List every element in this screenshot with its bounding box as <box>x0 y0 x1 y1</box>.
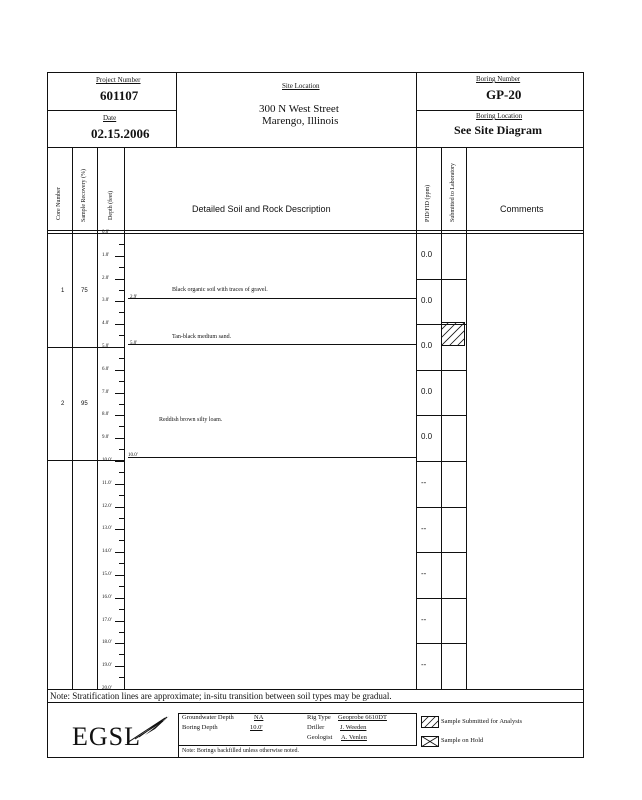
depth-label: 6.0' <box>102 367 110 372</box>
depth-tick <box>115 484 124 485</box>
pid-row-divider <box>416 461 466 462</box>
depth-label: 9.0' <box>102 435 110 440</box>
pid-value: -- <box>421 524 427 533</box>
depth-label: 10.0' <box>102 458 112 463</box>
depth-label: 4.0' <box>102 321 110 326</box>
pid-row-divider <box>416 415 466 416</box>
pid-value: 0.0 <box>421 387 433 396</box>
depth-label: 15.0' <box>102 572 112 577</box>
core-number-2: 2 <box>61 401 65 407</box>
stratum-line-3 <box>128 457 416 458</box>
boring-number: GP-20 <box>486 87 522 102</box>
geologist-value: A. Venlen <box>341 734 367 741</box>
depth-tick <box>115 415 124 416</box>
groundwater-label: Groundwater Depth <box>182 714 234 721</box>
legend-submitted-icon <box>421 716 439 728</box>
pid-row-divider <box>416 507 466 508</box>
depth-tick <box>115 529 124 530</box>
depth-tick <box>115 347 124 348</box>
depth-tick <box>115 256 124 257</box>
stratum-depth-2: 5.0' <box>130 341 138 346</box>
footer-logo-divider <box>178 713 179 758</box>
col-core-number: Core Number <box>56 187 62 220</box>
header-divider-left <box>176 72 177 147</box>
depth-half-tick <box>119 267 124 268</box>
pid-row-divider <box>416 370 466 371</box>
site-address-line2: Marengo, Illinois <box>262 115 339 127</box>
rig-type-value: Geoprobe 6610DT <box>338 714 387 721</box>
depth-tick <box>115 438 124 439</box>
depth-label: 2.0' <box>102 276 110 281</box>
footer-right-divider <box>416 713 417 746</box>
stratum-line-1 <box>128 298 416 299</box>
pid-value: -- <box>421 569 427 578</box>
pid-value: -- <box>421 478 427 487</box>
depth-tick <box>115 324 124 325</box>
depth-tick <box>115 598 124 599</box>
date-label: Date <box>103 114 117 122</box>
depth-half-tick <box>119 290 124 291</box>
note-bottom-line <box>47 702 584 703</box>
pid-value: -- <box>421 615 427 624</box>
core-number-1: 1 <box>61 288 65 294</box>
core-divider-1 <box>47 347 125 348</box>
depth-label: 5.0' <box>102 344 110 349</box>
pid-row-divider <box>416 643 466 644</box>
depth-label: 3.0' <box>102 298 110 303</box>
col-sep-recovery <box>97 147 98 689</box>
rig-type-label: Rig Type <box>307 714 331 721</box>
driller-label: Driller <box>307 724 325 731</box>
depth-label: 12.0' <box>102 504 112 509</box>
depth-half-tick <box>119 518 124 519</box>
boring-location: See Site Diagram <box>454 123 542 137</box>
core-recovery-2: 95 <box>81 401 88 407</box>
backfill-note: Note: Borings backfilled unless otherwise noted. <box>182 748 299 754</box>
depth-half-tick <box>119 540 124 541</box>
depth-half-tick <box>119 426 124 427</box>
depth-tick <box>115 233 124 234</box>
date-value: 02.15.2006 <box>91 126 150 141</box>
site-location-label: Site Location <box>282 82 320 90</box>
col-sep-pid <box>441 147 442 689</box>
boring-log-form <box>47 72 584 758</box>
egsl-logo: EGSL <box>72 722 141 751</box>
depth-half-tick <box>119 586 124 587</box>
legend-submitted-label: Sample Submitted for Analysis <box>441 718 523 725</box>
header-bottom-line <box>47 147 584 148</box>
depth-tick <box>115 370 124 371</box>
depth-label: 11.0' <box>102 481 112 486</box>
depth-tick <box>115 621 124 622</box>
depth-half-tick <box>119 381 124 382</box>
col-description: Detailed Soil and Rock Description <box>192 204 331 214</box>
depth-half-tick <box>119 404 124 405</box>
depth-tick <box>115 643 124 644</box>
stratum-depth-1: 2.9' <box>130 295 138 300</box>
depth-tick <box>115 552 124 553</box>
depth-half-tick <box>119 244 124 245</box>
depth-tick <box>115 575 124 576</box>
boring-location-label: Boring Location <box>476 112 523 120</box>
geologist-label: Geologist <box>307 734 333 741</box>
pid-value: 0.0 <box>421 432 433 441</box>
depth-label: 7.0' <box>102 390 110 395</box>
header-mid-left <box>47 110 176 111</box>
legend-hold-label: Sample on Hold <box>441 737 484 744</box>
depth-label: 18.0' <box>102 640 112 645</box>
pid-row-divider <box>416 598 466 599</box>
note-top-line <box>47 689 584 690</box>
site-address-line1: 300 N West Street <box>259 103 339 115</box>
col-pid: PID/FID (ppm) <box>425 184 431 222</box>
col-sep-desc <box>416 147 417 689</box>
depth-tick <box>115 666 124 667</box>
stratum-depth-3: 10.0' <box>128 453 138 458</box>
depth-label: 0.0' <box>102 230 110 235</box>
pid-value: 0.0 <box>421 296 433 305</box>
depth-tick <box>115 507 124 508</box>
depth-label: 1.0' <box>102 253 110 258</box>
groundwater-value: NA <box>254 714 264 721</box>
stratum-description-3: Reddish brown silty loam. <box>159 417 223 423</box>
logo-feather-icon <box>125 715 170 745</box>
sample-submitted-hatch <box>441 322 465 346</box>
depth-label: 19.0' <box>102 663 112 668</box>
col-sep-core <box>72 147 73 689</box>
depth-half-tick <box>119 472 124 473</box>
boring-number-label: Boring Number <box>476 75 521 83</box>
pid-value: -- <box>421 660 427 669</box>
footer-note-line <box>178 745 416 746</box>
depth-label: 17.0' <box>102 618 112 623</box>
depth-half-tick <box>119 312 124 313</box>
col-comments: Comments <box>500 204 544 214</box>
pid-row-divider <box>416 552 466 553</box>
core-divider-2 <box>47 460 125 461</box>
col-sample-recovery: Sample Recovery (%) <box>81 169 87 222</box>
core-recovery-1: 75 <box>81 288 88 294</box>
column-header-bottom2 <box>47 233 584 234</box>
depth-label: 13.0' <box>102 526 112 531</box>
pid-value: 0.0 <box>421 341 433 350</box>
stratum-description-2: Tan-black medium sand. <box>172 334 232 340</box>
depth-label: 8.0' <box>102 412 110 417</box>
depth-label: 14.0' <box>102 549 112 554</box>
stratification-note: Note: Stratification lines are approximate; in-situ transition between soil types may be gradual. <box>50 691 392 701</box>
col-submitted: Submitted to Laboratory <box>450 163 456 222</box>
depth-tick <box>115 301 124 302</box>
col-sep-depth <box>124 147 125 689</box>
depth-half-tick <box>119 495 124 496</box>
depth-half-tick <box>119 563 124 564</box>
depth-half-tick <box>119 335 124 336</box>
depth-half-tick <box>119 677 124 678</box>
boring-depth-value: 10.0' <box>250 724 263 731</box>
depth-label: 16.0' <box>102 595 112 600</box>
stratum-description-1: Black organic soil with traces of gravel. <box>172 287 268 293</box>
column-header-bottom <box>47 230 584 231</box>
depth-half-tick <box>119 449 124 450</box>
project-number: 601107 <box>100 88 139 103</box>
col-sep-submitted <box>466 147 467 689</box>
pid-row-divider <box>416 279 466 280</box>
depth-half-tick <box>119 609 124 610</box>
pid-value: 0.0 <box>421 250 433 259</box>
depth-half-tick <box>119 654 124 655</box>
project-number-label: Project Number <box>96 76 141 84</box>
depth-tick <box>115 461 124 462</box>
stratum-line-2 <box>128 344 416 345</box>
depth-half-tick <box>119 358 124 359</box>
depth-half-tick <box>119 632 124 633</box>
driller-value: J. Weeden <box>340 724 367 731</box>
depth-tick <box>115 393 124 394</box>
legend-hold-icon <box>421 736 439 747</box>
depth-tick <box>115 279 124 280</box>
boring-depth-label: Boring Depth <box>182 724 218 731</box>
col-depth: Depth (feet) <box>108 190 114 220</box>
header-mid-right <box>416 110 584 111</box>
